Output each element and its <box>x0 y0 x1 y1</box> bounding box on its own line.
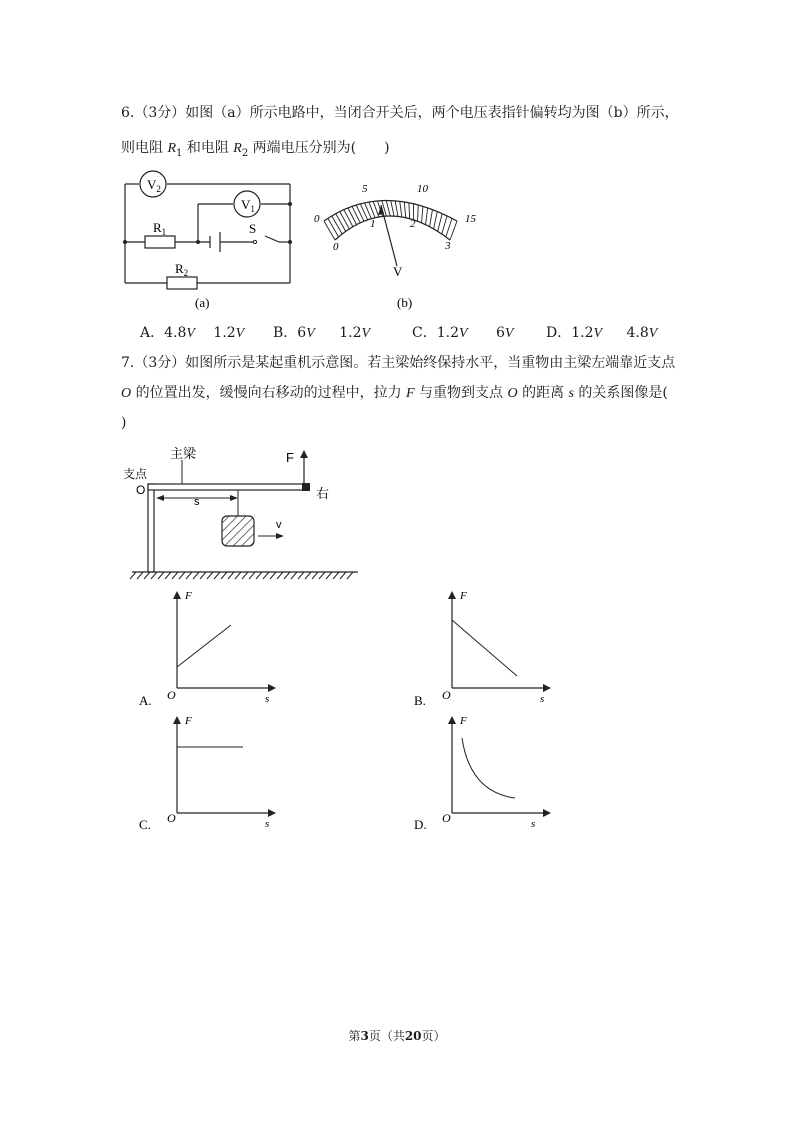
ground-hatch-mark <box>249 572 255 579</box>
ground-hatch-mark <box>291 572 297 579</box>
dial-tick <box>400 201 402 217</box>
voltmeter-dial-figure-b <box>305 170 485 315</box>
ground-hatch-mark <box>312 572 318 579</box>
dial-tick <box>395 201 398 217</box>
dial-bottom-2: 2 <box>410 218 416 230</box>
dial-tick <box>418 205 419 221</box>
ground-hatch-mark <box>326 572 332 579</box>
ground-hatch-mark <box>347 572 353 579</box>
q6-option-b[interactable]: B．6V 1.2V <box>273 325 371 341</box>
dial-tick <box>434 212 438 229</box>
ground-hatch-mark <box>172 572 178 579</box>
ground-hatch-mark <box>151 572 157 579</box>
q6-option-d[interactable]: D．1.2V 4.8V <box>546 325 658 341</box>
ground-hatch-mark <box>305 572 311 579</box>
graph-a-letter: A. <box>139 693 152 708</box>
graph-b-xlabel: s <box>540 693 545 705</box>
force-label: F <box>286 450 294 465</box>
ground-hatch-mark <box>235 572 241 579</box>
crane-diagram <box>118 440 368 580</box>
dial-tick <box>391 201 394 217</box>
graph-a-xlabel: s <box>265 693 270 705</box>
dial-tick <box>356 205 364 221</box>
q6-r1-sub: 1 <box>176 147 183 159</box>
ground-hatch-mark <box>298 572 304 579</box>
graph-d-origin: O <box>442 811 451 825</box>
circuit-figure-a <box>115 170 300 315</box>
q6-line2-b: 和电阻 <box>182 140 234 156</box>
q6-r2-sub: 2 <box>241 147 249 159</box>
dial-top-5: 5 <box>362 183 368 195</box>
figure-b-caption: (b) <box>397 295 413 310</box>
graph-c-origin: O <box>167 811 176 825</box>
ground-hatch-mark <box>179 572 185 579</box>
figure-a-caption: (a) <box>195 295 210 310</box>
graph-b-letter: B. <box>414 693 426 708</box>
ground-hatch-mark <box>165 572 171 579</box>
right-label: 右 <box>316 486 330 501</box>
ground-hatch-mark <box>144 572 150 579</box>
graph-c-xlabel: s <box>265 818 270 830</box>
graph-option-a[interactable] <box>135 585 285 710</box>
crane-o-label: O <box>136 483 146 497</box>
ground-hatch-mark <box>270 572 276 579</box>
dial-top-15: 15 <box>465 213 476 225</box>
dial-tick <box>336 214 346 232</box>
ground-hatch-mark <box>256 572 262 579</box>
ground-hatch-mark <box>193 572 199 579</box>
v2-label: $V_2$ <box>147 177 161 194</box>
page-total: 20 <box>404 1029 422 1043</box>
q7-line2: O 的位置出发，缓慢向右移动的过程中，拉力 F 与重物到支点 O 的距离 s 的关系图像是( <box>121 385 668 401</box>
ground-hatch-mark <box>242 572 248 579</box>
dial-tick <box>442 216 447 234</box>
dial-tick <box>450 221 457 240</box>
q6-option-a[interactable]: A．4.8V 1.2V <box>140 325 245 341</box>
velocity-label: v <box>276 519 282 531</box>
page-footer: 第3页（共20页） <box>348 1029 446 1043</box>
graph-option-d[interactable] <box>410 710 560 835</box>
graph-option-c[interactable] <box>135 710 285 835</box>
ground-hatch-mark <box>186 572 192 579</box>
q7-line1: 7.（3分）如图所示是某起重机示意图。若主梁始终保持水平，当重物由主梁左端靠近支点 <box>121 355 676 371</box>
dial-tick <box>430 210 433 227</box>
dial-tick <box>360 204 367 220</box>
graph-option-b[interactable] <box>410 585 560 710</box>
ground-hatch-mark <box>158 572 164 579</box>
graph-a-origin: O <box>167 688 176 702</box>
distance-s-label: s <box>194 496 200 508</box>
ground-hatch-mark <box>333 572 339 579</box>
q6-r2: R <box>233 141 242 156</box>
q6-option-c[interactable]: C．1.2V 6V <box>412 325 514 341</box>
dial-unit-label: V <box>393 264 403 279</box>
dial-tick <box>409 203 410 219</box>
q6-r1: R <box>167 141 177 156</box>
graph-b-ylabel: F <box>460 590 467 602</box>
dial-tick <box>340 212 350 229</box>
dial-tick <box>426 208 428 225</box>
ground-hatch-mark <box>277 572 283 579</box>
q6-line2-c: 两端电压分别为( ) <box>248 140 390 156</box>
graph-d-xlabel: s <box>531 818 536 830</box>
beam-label: 主梁 <box>170 446 197 461</box>
dial-pointer <box>381 205 397 266</box>
switch-label: S <box>249 221 257 236</box>
ground-hatch-mark <box>137 572 143 579</box>
page-number: 3 <box>360 1029 369 1043</box>
dial-tick <box>386 201 390 217</box>
dial-tick <box>332 216 342 234</box>
dial-tick <box>352 206 360 222</box>
dial-top-0: 0 <box>314 213 320 225</box>
graph-c-ylabel: F <box>185 715 192 727</box>
ground-hatch-mark <box>263 572 269 579</box>
ground-hatch-mark <box>130 572 136 579</box>
dial-tick <box>344 210 353 227</box>
dial-tick <box>438 214 442 232</box>
v1-label: $V_1$ <box>241 197 255 214</box>
dial-bottom-0: 0 <box>333 241 339 253</box>
graph-d-letter: D. <box>414 817 427 832</box>
ground-hatch-mark <box>284 572 290 579</box>
ground-hatch-mark <box>221 572 227 579</box>
ground-hatch-mark <box>214 572 220 579</box>
dial-tick <box>446 218 452 237</box>
dial-tick <box>324 221 335 240</box>
q6-line2-a: 则电阻 <box>121 140 168 156</box>
r2-label: $R_2$ <box>175 261 189 278</box>
graph-b-origin: O <box>442 688 451 702</box>
ground-hatch-mark <box>228 572 234 579</box>
q6-line2 <box>121 139 390 163</box>
ground-hatch-mark <box>207 572 213 579</box>
dial-tick <box>328 218 339 237</box>
dial-bottom-1: 1 <box>370 218 376 230</box>
dial-tick <box>404 202 405 218</box>
ground-hatch-mark <box>340 572 346 579</box>
graph-d-ylabel: F <box>460 715 467 727</box>
dial-top-10: 10 <box>417 183 428 195</box>
pivot-label: 支点 <box>123 467 148 481</box>
q7-line3: ) <box>121 415 127 431</box>
ground-hatch-mark <box>200 572 206 579</box>
graph-a-ylabel: F <box>185 590 192 602</box>
q6-line1: 6.（3分）如图（a）所示电路中，当闭合开关后，两个电压表指针偏转均为图（b）所示， <box>121 105 679 121</box>
ground-hatch-mark <box>319 572 325 579</box>
graph-c-letter: C. <box>139 817 151 832</box>
r1-label: $R_1$ <box>153 220 167 237</box>
dial-tick <box>422 206 423 222</box>
dial-tick <box>348 208 357 225</box>
dial-bottom-3: 3 <box>445 240 451 252</box>
